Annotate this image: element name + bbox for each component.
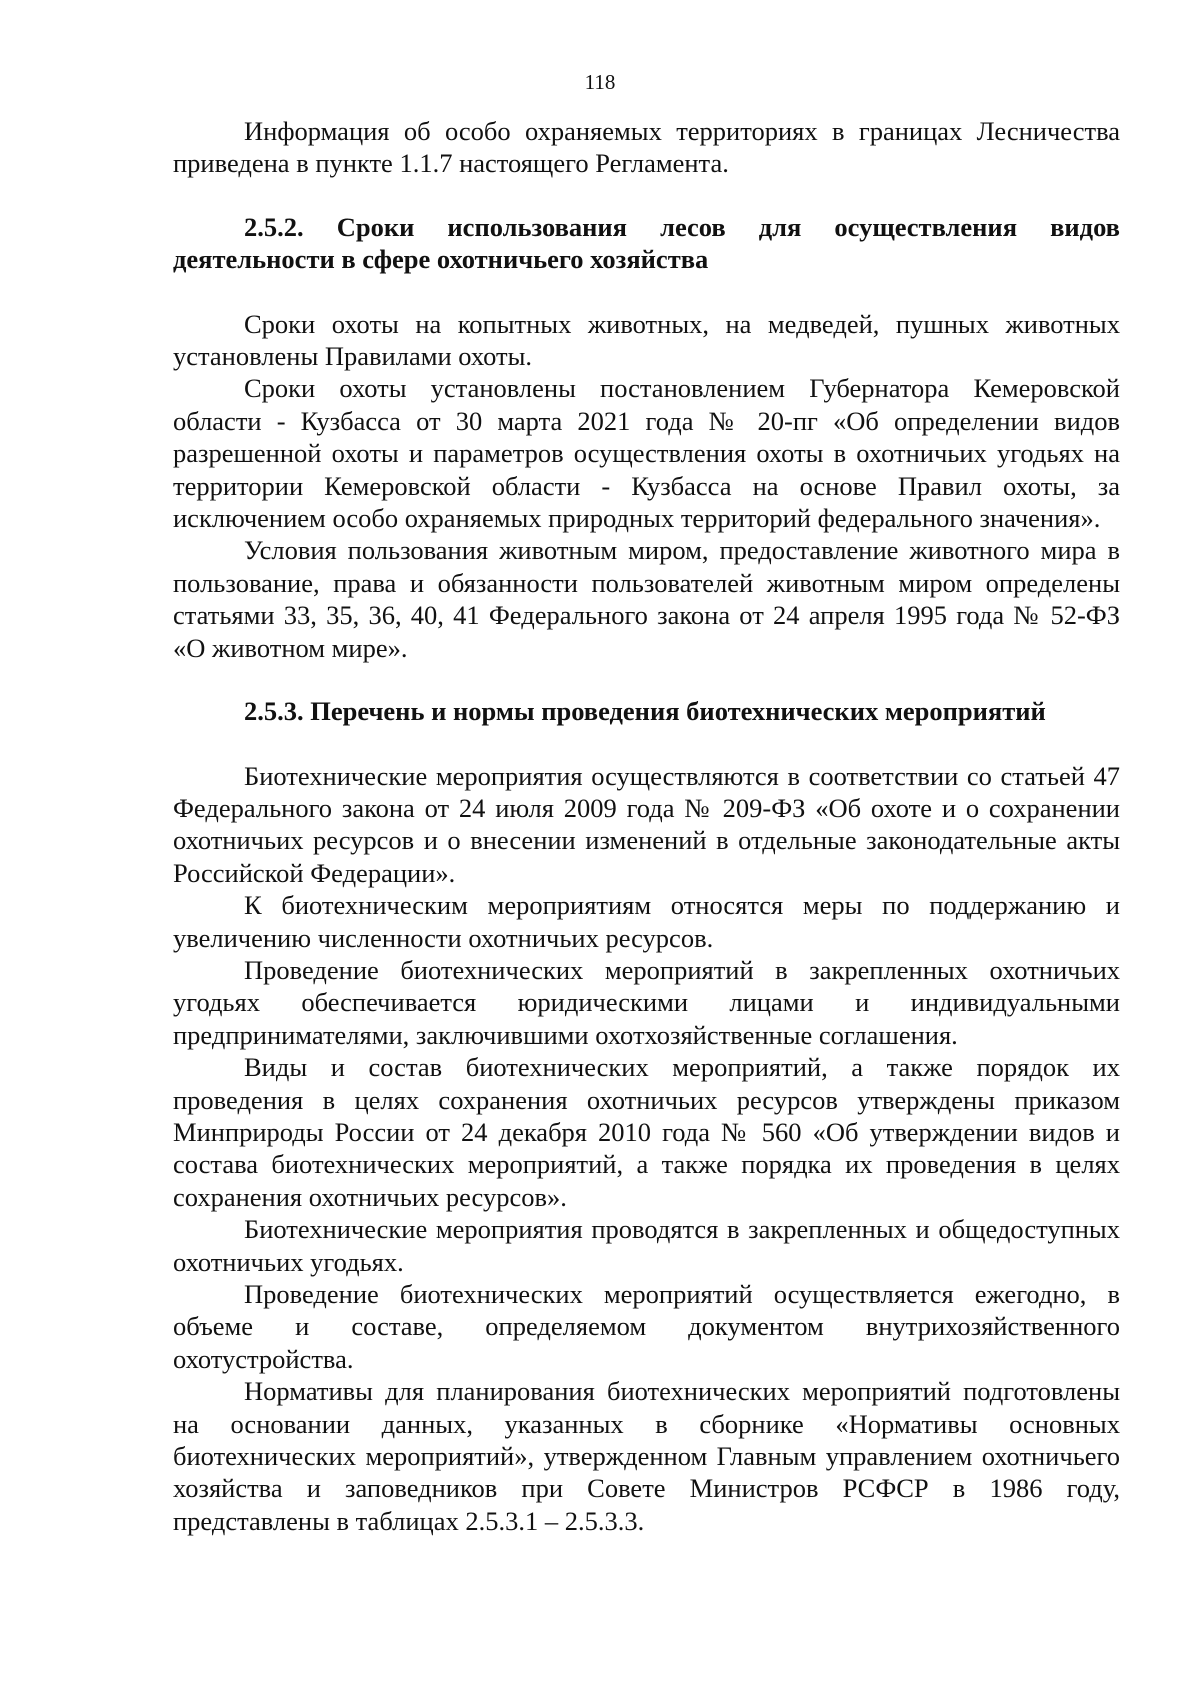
paragraph-wildlife-use: Условия пользования животным миром, предоставление животного мира в пользование, права и обязанности пользователей животным миром определены статьями 33, 35, 36, 40, 41 Федерального закона от 24 апреля 1995 года № 52-ФЗ «О животном мире». [173,535,1120,663]
paragraph-biotech-responsible: Проведение биотехнических мероприятий в закрепленных охотничьих угодьях обеспечивается юридическими лицами и индивидуальными предпринимателями, заключившими охотхозяйственные соглашения. [173,954,1120,1050]
page-number: 118 [584,70,616,94]
paragraph-biotech-law: Биотехнические мероприятия осуществляются в соответствии со статьей 47 Федерального закона от 24 июля 2009 года № 209-ФЗ «Об охоте и о сохранении охотничьих ресурсов и о внесении изменений в отдельные законодательные акты Российской Федерации». [173,760,1120,888]
section-heading-2-5-3: 2.5.3. Перечень и нормы проведения биотехнических мероприятий [244,696,1046,727]
section-heading-2-5-2: 2.5.2. Сроки использования лесов для осуществления видов деятельности в сфере охотничьего хозяйства [173,211,1120,275]
paragraph-biotech-measures: К биотехническим мероприятиям относятся меры по поддержанию и увеличению численности охотничьих ресурсов. [173,890,1120,953]
paragraph-hunting-seasons: Сроки охоты на копытных животных, на медведей, пушных животных установлены Правилами охоты. [173,308,1120,372]
paragraph-biotech-order: Виды и состав биотехнических мероприятий, а также порядок их проведения в целях сохранения охотничьих ресурсов утверждены приказом Минприроды России от 24 декабря 2010 года № 560 «Об утверждении видов и состава биотехнических мероприятий, а также порядка их проведения в целях сохранения охотничьих ресурсов». [173,1052,1120,1212]
paragraph-governor-decree: Сроки охоты установлены постановлением Губернатора Кемеровской области - Кузбасса от 30 марта 2021 года № 20-пг «Об определении видов разрешенной охоты и параметров осуществления охоты в охотничьих угодьях на территории Кемеровской области - Кузбасса на основе Правил охоты, за исключением особо охраняемых природных территорий федерального значения». [173,373,1120,534]
page-content [173,115,1120,1537]
paragraph-biotech-locations: Биотехнические мероприятия проводятся в закрепленных и общедоступных охотничьих угодьях. [173,1214,1120,1277]
paragraph-biotech-norms: Нормативы для планирования биотехнических мероприятий подготовлены на основании данных, указанных в сборнике «Нормативы основных биотехнических мероприятий», утвержденном Главным управлением охотничьего хозяйства и заповедников при Совете Министров РСФСР в 1986 году, представлены в таблицах 2.5.3.1 – 2.5.3.3. [173,1376,1120,1536]
paragraph-biotech-annual: Проведение биотехнических мероприятий осуществляется ежегодно, в объеме и составе, определяемом документом внутрихозяйственного охотустройства. [173,1279,1120,1374]
paragraph-protected-areas: Информация об особо охраняемых территориях в границах Лесничества приведена в пункте 1.1.7 настоящего Регламента. [173,116,1120,179]
